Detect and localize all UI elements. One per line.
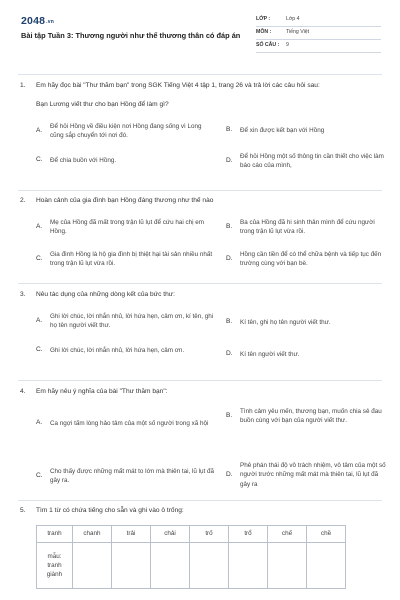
options [36,214,382,280]
option-letter: C. [36,471,43,479]
example-label: mẫu: [47,552,62,560]
option-d[interactable] [226,152,386,171]
option-d[interactable] [226,350,386,359]
worksheet-title: Bài tập Tuần 3: Thương người như thể thương thân có đáp án [21,31,241,40]
options [36,308,382,374]
answer-table-wrap [36,525,382,589]
logo-suffix: .vn [46,19,54,25]
answer-cell[interactable] [307,542,346,588]
answer-cell[interactable] [190,542,229,588]
question-divider [18,380,382,381]
question-divider [18,190,382,191]
example-word: tranh [47,561,62,569]
option-a[interactable] [36,419,216,428]
table-cell: trổ [229,525,268,542]
logo-text: 2048 [21,15,46,27]
meta-count-value: 9 [286,42,289,49]
option-letter: A. [36,222,43,230]
table-cell: chanh [73,525,112,542]
option-letter: B. [226,222,233,230]
question-text: Tìm 1 từ có chứa tiếng cho sẵn và ghi vào ô trống: [36,507,184,514]
answer-table [36,525,346,589]
options [36,118,382,184]
question-divider [18,283,382,284]
header-divider [18,74,382,75]
meta-count-label: SỐ CÂU : [256,42,280,49]
question-number: 5. [20,507,26,514]
meta-class-value: Lớp 4 [286,16,300,23]
table-cell: trố [190,525,229,542]
option-letter: A. [36,126,43,134]
example-word: giành [46,570,63,578]
question-text: Nêu tác dụng của những dòng kết của bức thư: [36,291,175,298]
option-letter: C. [36,346,43,354]
option-text: Ba của Hồng đã hi sinh thân mình để cứu người trong trận lũ lụt vừa rồi. [240,218,375,236]
option-d[interactable] [226,250,388,269]
option-text: Ghi lời chúc, lời nhắn nhủ, lời hứa hẹn, cảm ơn, kí tên, ghi họ tên người viết thư. [50,312,214,330]
worksheet-header [18,10,382,66]
option-letter: C. [36,156,43,164]
option-text: Mẹ của Hồng đã mất trong trận lũ lụt để cứu hai chị em Hồng. [50,218,205,236]
option-b[interactable] [226,407,388,426]
question-number: 3. [20,291,26,298]
option-c[interactable] [36,156,216,165]
question-number: 4. [20,388,26,395]
option-text: Để hỏi Hồng về điều kiện nơi Hồng đang sống vì Long cũng sắp chuyển tới nơi đó. [50,122,202,140]
option-a[interactable] [36,312,216,331]
option-text: Kí tên người viết thư. [240,350,300,358]
option-letter: B. [226,126,233,134]
option-c[interactable] [36,346,216,355]
question-5 [20,507,382,589]
option-a[interactable] [36,122,216,141]
meta-subject-value: Tiếng Việt [286,29,310,36]
table-cell: tranh [37,525,73,542]
option-text: Ca ngợi tấm lòng hảo tâm của một số người trong xã hội [50,419,209,427]
option-letter: A. [36,419,43,427]
option-text: Kí tên, ghi họ tên người viết thư. [240,318,331,326]
question-1 [20,82,382,184]
option-text: Gia đình Hồng là hộ gia đình bị thiệt hại tài sản nhiều nhất trong trận lũ lụt vừa rồi. [50,250,213,268]
site-logo[interactable] [21,14,54,28]
question-2 [20,197,382,280]
table-cell: chề [307,525,346,542]
table-cell: chế [268,525,307,542]
table-cell-example [37,542,73,588]
table-row [37,525,346,542]
option-letter: B. [226,318,233,326]
table-row [37,542,346,588]
option-text: Hồng cần tiền để có thể chữa bệnh và tiếp tục đến trường cùng với bạn bè. [240,250,382,268]
answer-cell[interactable] [151,542,190,588]
meta-count [256,40,381,53]
option-b[interactable] [226,126,386,135]
answer-cell[interactable] [268,542,307,588]
option-c[interactable] [36,250,216,269]
option-letter: D. [226,470,233,478]
option-letter: B. [226,411,233,419]
meta-subject [256,27,381,40]
option-letter: D. [226,156,233,164]
option-text: Cho thấy được những mất mát to lớn mà thiên tai, lũ lụt đã gây ra. [50,467,215,485]
option-text: Ghi lời chúc, lời nhắn nhủ, lời hứa hẹn, cảm ơn. [50,346,185,354]
option-c[interactable] [36,467,216,486]
question-number: 1. [20,82,26,89]
question-text: Hoàn cảnh của gia đình bạn Hồng đáng thương như thế nào [36,197,214,204]
meta-subject-label: MÔN : [256,29,272,36]
option-text: Để hỏi Hồng một số thông tin cần thiết cho việc làm báo cáo của mình, [240,152,384,170]
question-text: Em hãy đọc bài "Thư thăm bạn" trong SGK Tiếng Việt 4 tập 1, trang 26 và trả lời các câu hỏi sau: [36,82,320,89]
option-letter: C. [36,254,43,262]
answer-cell[interactable] [112,542,151,588]
option-text: Để xin được kết bạn với Hồng [240,126,325,134]
option-letter: D. [226,254,233,262]
question-text: Em hãy nêu ý nghĩa của bài "Thư thăm bạn": [36,388,168,395]
option-letter: A. [36,316,43,324]
option-d[interactable] [226,461,388,489]
question-number: 2. [20,197,26,204]
question-divider [18,500,382,501]
meta-class [256,14,381,27]
meta-class-label: LỚP : [256,16,271,23]
table-cell: trải [112,525,151,542]
option-text: Để chia buồn với Hồng. [50,156,117,164]
answer-cell[interactable] [73,542,112,588]
option-b[interactable] [226,318,386,327]
worksheet-meta [256,14,381,53]
question-4 [20,388,386,505]
option-text: Phê phán thái độ vô trách nhiệm, vô tâm của một số người trước những mất mát mà thiên tai, lũ lụt đã gây ra [240,461,386,488]
table-cell: chải [151,525,190,542]
options [36,405,386,505]
option-text: Tình cảm yêu mến, thương bạn, muốn chia sẻ đau buồn cùng với bạn của người viết thư. [240,407,382,425]
option-letter: D. [226,350,233,358]
option-a[interactable] [36,218,216,237]
answer-cell[interactable] [229,542,268,588]
option-b[interactable] [226,218,388,237]
question-3 [20,291,382,374]
question-subtext: Bạn Lương viết thư cho bạn Hồng để làm gì? [36,100,169,108]
